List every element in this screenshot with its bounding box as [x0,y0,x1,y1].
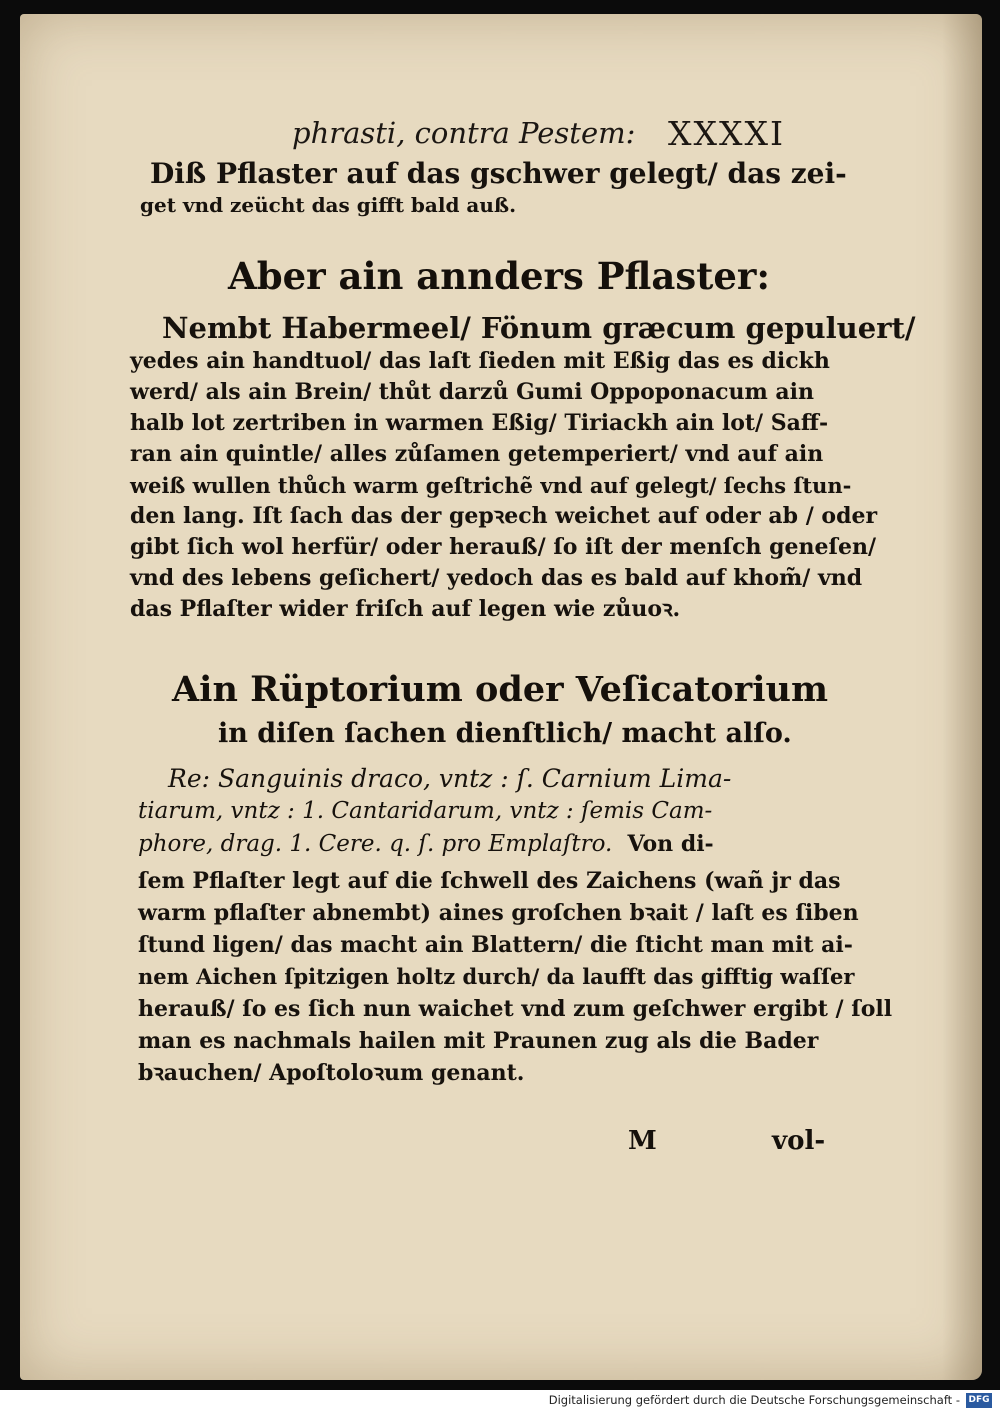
text-line: gibt ſich wol herfür/ oder herauß/ ſo iſt der menſch geneſen/ [130,534,877,560]
text-line: weiß wullen thůch warm geſtrichẽ vnd auf gelegt/ ſechs ſtun- [130,473,852,498]
section-paragraph [138,865,892,1089]
opening-paragraph [140,156,847,218]
section-heading: Ain Rüptorium oder Veſicatorium [172,669,828,710]
section-paragraph [130,310,915,625]
text-line: bꝛauchen/ Apoſtoloꝛum genant. [138,1060,525,1086]
digitization-footer [0,1390,1000,1412]
text-line: den lang. Iſt ſach das der gepꝛech weichet auf oder ab / oder [130,503,878,529]
book-page [20,14,982,1380]
text-line: ſem Pflaſter legt auf die ſchwell des Zaichens (wañ jr das [138,868,841,894]
text-line-tail: Von di- [627,831,714,857]
folio-number: XXXXI [668,114,786,153]
text-line: herauß/ ſo es ſich nun waichet vnd zum geſchwer ergibt / ſoll [138,996,893,1022]
text-line: yedes ain handtuol/ das laſt ſieden mit Eßig das es dickh [130,348,830,374]
latin-line: tiarum, vntz : 1. Cantaridarum, vntz : ſemis Cam- [138,798,713,824]
running-head [270,110,830,160]
text-line: nem Aichen ſpitzigen holtz durch/ da laufft das gifftig waſſer [138,964,855,989]
text-line: vnd des lebens geſichert/ yedoch das es bald auf khom̃/ vnd [130,565,863,591]
footer-credit: Digitalisierung gefördert durch die Deutsche Forschungsgemeinschaft - [548,1393,960,1407]
page-edge-shadow [942,14,982,1380]
text-line: ſtund ligen/ das macht ain Blattern/ die ſticht man mit ai- [138,932,853,958]
section-subheading: in diſen ſachen dienſtlich/ macht alſo. [218,718,792,749]
text-line: warm pflaſter abnembt) aines groſchen bꝛait / laſt es ſiben [138,900,859,926]
latin-line: phore, drag. 1. Cere. q. ſ. pro Emplaſtro. [138,831,613,857]
recipe-block [138,762,731,861]
text-line: halb lot zertriben in warmen Eßig/ Tiriackh ain lot/ Saff- [130,410,829,436]
dfg-logo: DFG [966,1393,992,1408]
latin-mixed-line [138,828,731,861]
running-head-title: phrasti, contra Pestem: [292,116,636,150]
text-line: man es nachmals hailen mit Praunen zug als die Bader [138,1028,819,1054]
text-line: werd/ als ain Brein/ thůt darzů Gumi Oppoponacum ain [130,379,815,405]
latin-line: Re: Sanguinis draco, vntz : ſ. Carnium Lima- [168,764,732,793]
text-line: das Pflaſter wider friſch auf legen wie zůuoꝛ. [130,596,681,622]
section-heading: Aber ain annders Pflaster: [228,254,771,298]
text-line: get vnd zeücht das gifft bald auß. [140,193,517,217]
signature-mark: M [628,1126,657,1156]
text-line: Diß Pflaster auf das gschwer gelegt/ das zei- [150,157,847,190]
text-line: ran ain quintle/ alles zůſamen getemperiert/ vnd auf ain [130,441,824,467]
catchword: vol- [772,1126,826,1156]
text-line: Nembt Habermeel/ Fönum græcum gepuluert/ [162,311,916,345]
